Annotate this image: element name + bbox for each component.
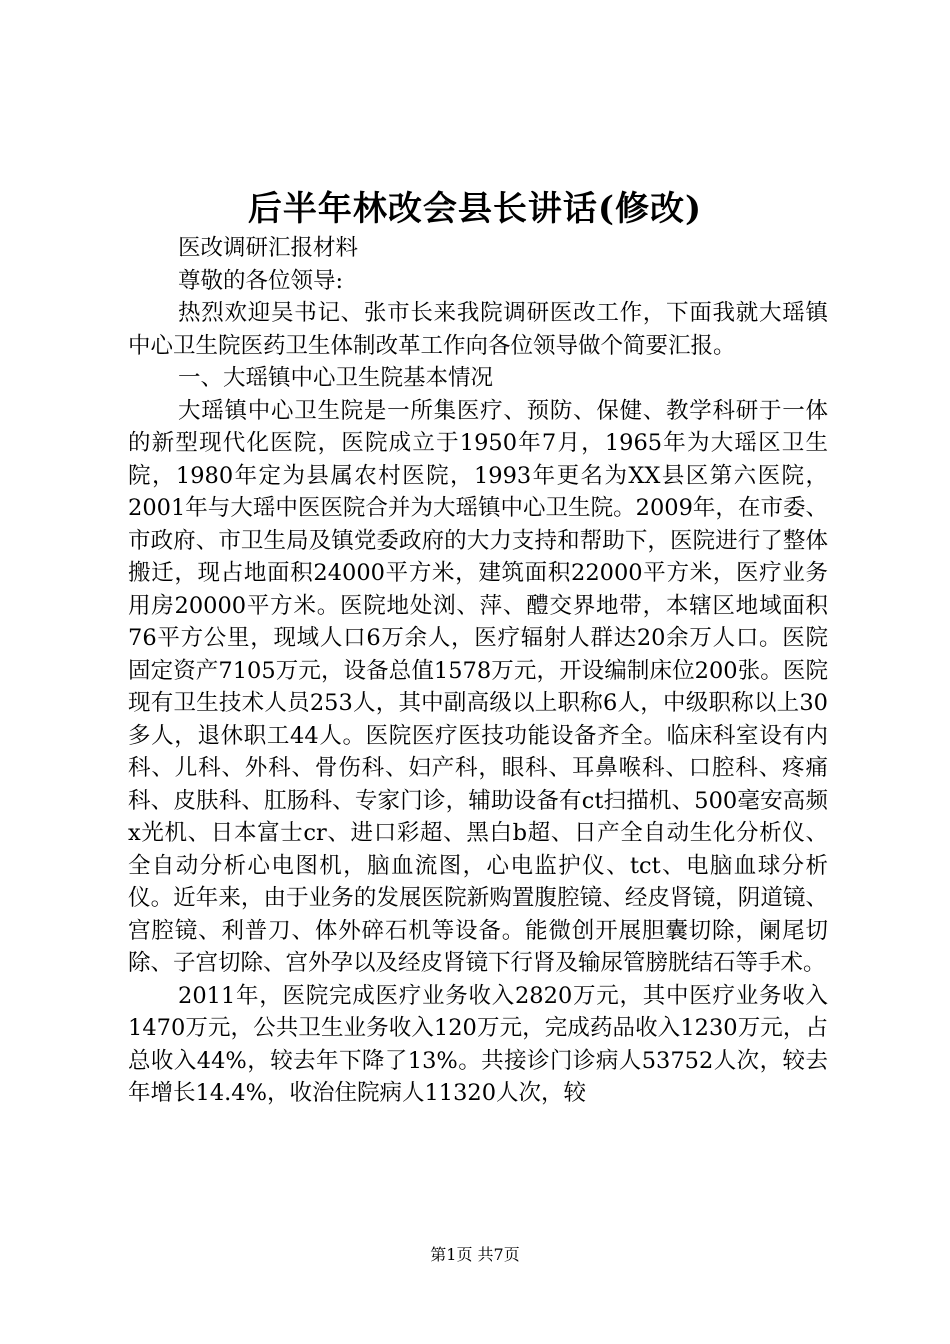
paragraph-heading: 医改调研汇报材料: [178, 235, 359, 261]
paragraph-intro: 热烈欢迎吴书记、张市长来我院调研医改工作，下面我就大瑶镇中心卫生院医药卫生体制改革工作向各位领导做个简要汇报。: [128, 300, 828, 359]
page-footer: 第1页 共7页: [430, 1245, 520, 1264]
paragraph-salutation: 尊敬的各位领导:: [178, 267, 344, 294]
document-title: 后半年林改会县长讲话(修改): [247, 189, 703, 229]
paragraph-2011-stats: 2011年，医院完成医疗业务收入2820万元，其中医疗业务收入1470万元，公共卫生业务收入120万元，完成药品收入1230万元，占总收入44%，较去年下降了13%。共接诊门诊病人53752人次，较去年增长14.4%，收治住院病人11320人次，较: [128, 982, 828, 1106]
paragraph-basic-info: 大瑶镇中心卫生院是一所集医疗、预防、保健、教学科研于一体的新型现代化医院，医院成立于1950年7月，1965年为大瑶区卫生院，1980年定为县属农村医院，1993年更名为XX县区第六医院，2001年与大瑶中医医院合并为大瑶镇中心卫生院。2009年，在市委、市政府、市卫生局及镇党委政府的大力支持和帮助下，医院进行了整体搬迁，现占地面积24000平方米，建筑面积22000平方米，医疗业务用房20000平方米。医院地处浏、萍、醴交界地带，本辖区地域面积76平方公里，现域人口6万余人，医疗辐射人群达20余万人口。医院固定资产7105万元，设备总值1578万元，开设编制床位200张。医院现有卫生技术人员253人，其中副高级以上职称6人，中级职称以上30多人，退休职工44人。医院医疗医技功能设备齐全。临床科室设有内科、儿科、外科、骨伤科、妇产科，眼科、耳鼻喉科、口腔科、疼痛科、皮肤科、肛肠科、专家门诊，辅助设备有ct扫描机、500毫安高频x光机、日本富士cr、进口彩超、黑白b超、日产全自动生化分析仪、全自动分析心电图机，脑血流图，心电监护仪、tct、电脑血球分析仪。近年来，由于业务的发展医院新购置腹腔镜、经皮肾镜，阴道镜、宫腔镜、利普刀、体外碎石机等设备。能微创开展胆囊切除，阑尾切除、子宫切除、宫外孕以及经皮肾镜下行肾及输尿管膀胱结石等手术。: [128, 397, 828, 976]
document-body: [128, 232, 828, 1110]
section-heading: 一、大瑶镇中心卫生院基本情况: [178, 365, 494, 391]
